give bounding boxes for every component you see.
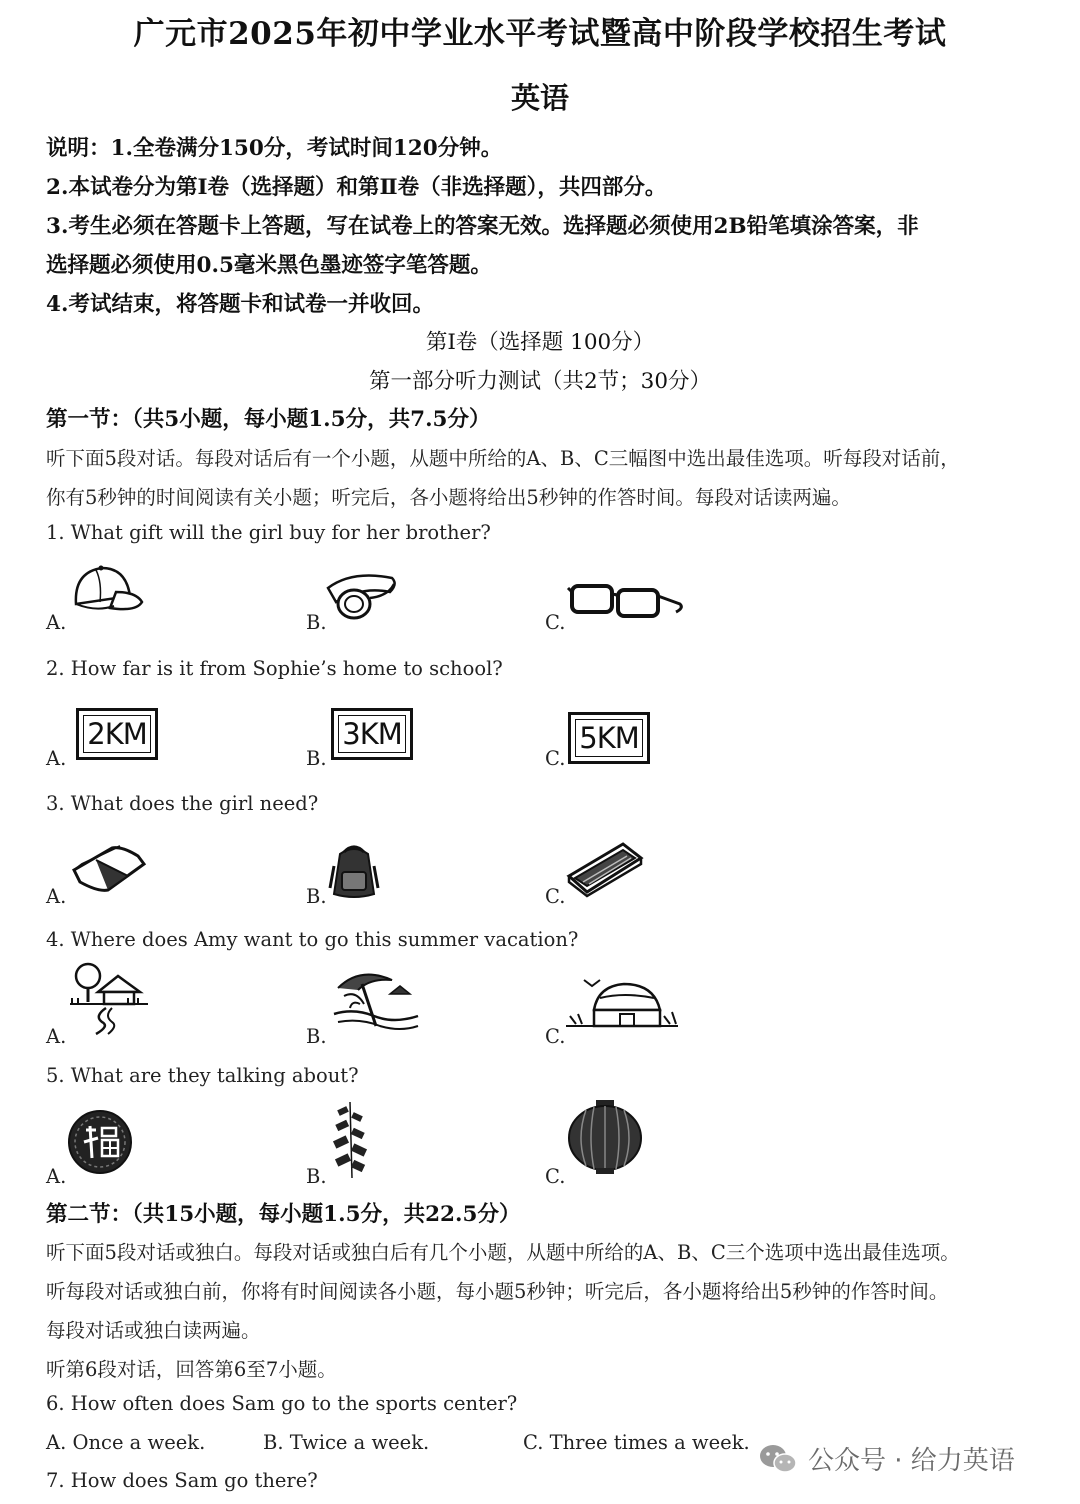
cap-icon bbox=[66, 562, 146, 622]
countryside-icon bbox=[68, 962, 150, 1036]
sign-2km: 2KM bbox=[76, 708, 158, 760]
backpack-icon bbox=[326, 842, 382, 902]
question-1: 1. What gift will the girl buy for her brother? bbox=[46, 521, 491, 544]
q6-option-b[interactable]: B. Twice a week. bbox=[263, 1431, 430, 1454]
q6-option-a[interactable]: A. Once a week. bbox=[46, 1431, 206, 1454]
question-7: 7. How does Sam go there? bbox=[46, 1469, 318, 1492]
watch-icon bbox=[322, 568, 402, 630]
q2-option-b[interactable]: B. bbox=[306, 747, 327, 770]
eraser-icon bbox=[68, 842, 148, 898]
section1-heading: 第一节：（共5小题，每小题1.5分，共7.5分） bbox=[46, 407, 491, 432]
question-5: 5. What are they talking about? bbox=[46, 1064, 359, 1087]
watermark bbox=[758, 1440, 1015, 1477]
fu-character-icon bbox=[66, 1108, 134, 1176]
q3-option-c[interactable]: C. bbox=[545, 885, 566, 908]
q3-option-a[interactable]: A. bbox=[46, 885, 67, 908]
watermark-text: 公众号 · 给力英语 bbox=[808, 1446, 1015, 1476]
q1-option-c[interactable]: C. bbox=[545, 611, 566, 634]
section2-directions-3: 每段对话或独白读两遍。 bbox=[46, 1319, 261, 1342]
section2-directions-1: 听下面5段对话或独白。每段对话或独白后有几个小题，从题中所给的A、B、C三个选项中选出最佳选项。 bbox=[46, 1241, 960, 1264]
dialog-note: 听第6段对话，回答第6至7小题。 bbox=[46, 1358, 337, 1381]
instruction-line-4: 选择题必须使用0.5毫米黑色墨迹签字笔答题。 bbox=[46, 253, 492, 278]
q3-option-b[interactable]: B. bbox=[306, 885, 327, 908]
section1-directions-1: 听下面5段对话。每段对话后有一个小题，从题中所给的A、B、C三幅图中选出最佳选项。听每段对话前， bbox=[46, 447, 960, 470]
pencil-case-icon bbox=[565, 836, 645, 898]
q2-option-a[interactable]: A. bbox=[46, 747, 67, 770]
question-6: 6. How often does Sam go to the sports center? bbox=[46, 1392, 518, 1415]
volume1-title: 第Ⅰ卷（选择题 100分） bbox=[425, 330, 655, 355]
q4-option-c[interactable]: C. bbox=[545, 1025, 566, 1048]
q2-option-c[interactable]: C. bbox=[545, 747, 566, 770]
question-3: 3. What does the girl need? bbox=[46, 792, 319, 815]
beach-icon bbox=[330, 964, 422, 1034]
glasses-icon bbox=[566, 578, 686, 622]
yurt-icon bbox=[564, 976, 680, 1032]
subject-title: 英语 bbox=[510, 81, 569, 115]
part1-title: 第一部分听力测试（共2节；30分） bbox=[368, 369, 712, 394]
instruction-line-1: 说明：1.全卷满分150分，考试时间120分钟。 bbox=[46, 136, 503, 161]
wechat-icon bbox=[758, 1441, 798, 1477]
q4-option-b[interactable]: B. bbox=[306, 1025, 327, 1048]
q5-option-b[interactable]: B. bbox=[306, 1165, 327, 1188]
instruction-line-3: 3.考生必须在答题卡上答题，写在试卷上的答案无效。选择题必须使用2B铅笔填涂答案，非 bbox=[46, 214, 919, 239]
lantern-icon bbox=[566, 1098, 644, 1176]
q6-option-c[interactable]: C. Three times a week. bbox=[523, 1431, 750, 1454]
sign-3km: 3KM bbox=[331, 708, 413, 760]
section1-directions-2: 你有5秒钟的时间阅读有关小题；听完后，各小题将给出5秒钟的作答时间。每段对话读两遍。 bbox=[46, 486, 851, 509]
exam-title: 广元市2025年初中学业水平考试暨高中阶段学校招生考试 bbox=[133, 16, 947, 52]
q1-option-b[interactable]: B. bbox=[306, 611, 327, 634]
q1-option-a[interactable]: A. bbox=[46, 611, 67, 634]
instruction-line-5: 4.考试结束，将答题卡和试卷一并收回。 bbox=[46, 292, 434, 317]
section2-heading: 第二节：（共15小题，每小题1.5分，共22.5分） bbox=[46, 1202, 521, 1227]
q4-option-a[interactable]: A. bbox=[46, 1025, 67, 1048]
firecrackers-icon bbox=[330, 1100, 372, 1180]
question-4: 4. Where does Amy want to go this summer vacation? bbox=[46, 928, 579, 951]
q5-option-c[interactable]: C. bbox=[545, 1165, 566, 1188]
question-2: 2. How far is it from Sophie’s home to school? bbox=[46, 657, 503, 680]
q5-option-a[interactable]: A. bbox=[46, 1165, 67, 1188]
sign-5km: 5KM bbox=[568, 712, 650, 764]
instruction-line-2: 2.本试卷分为第Ⅰ卷（选择题）和第Ⅱ卷（非选择题），共四部分。 bbox=[46, 175, 667, 200]
section2-directions-2: 听每段对话或独白前，你将有时间阅读各小题，每小题5秒钟；听完后，各小题将给出5秒钟的作答时间。 bbox=[46, 1280, 949, 1303]
